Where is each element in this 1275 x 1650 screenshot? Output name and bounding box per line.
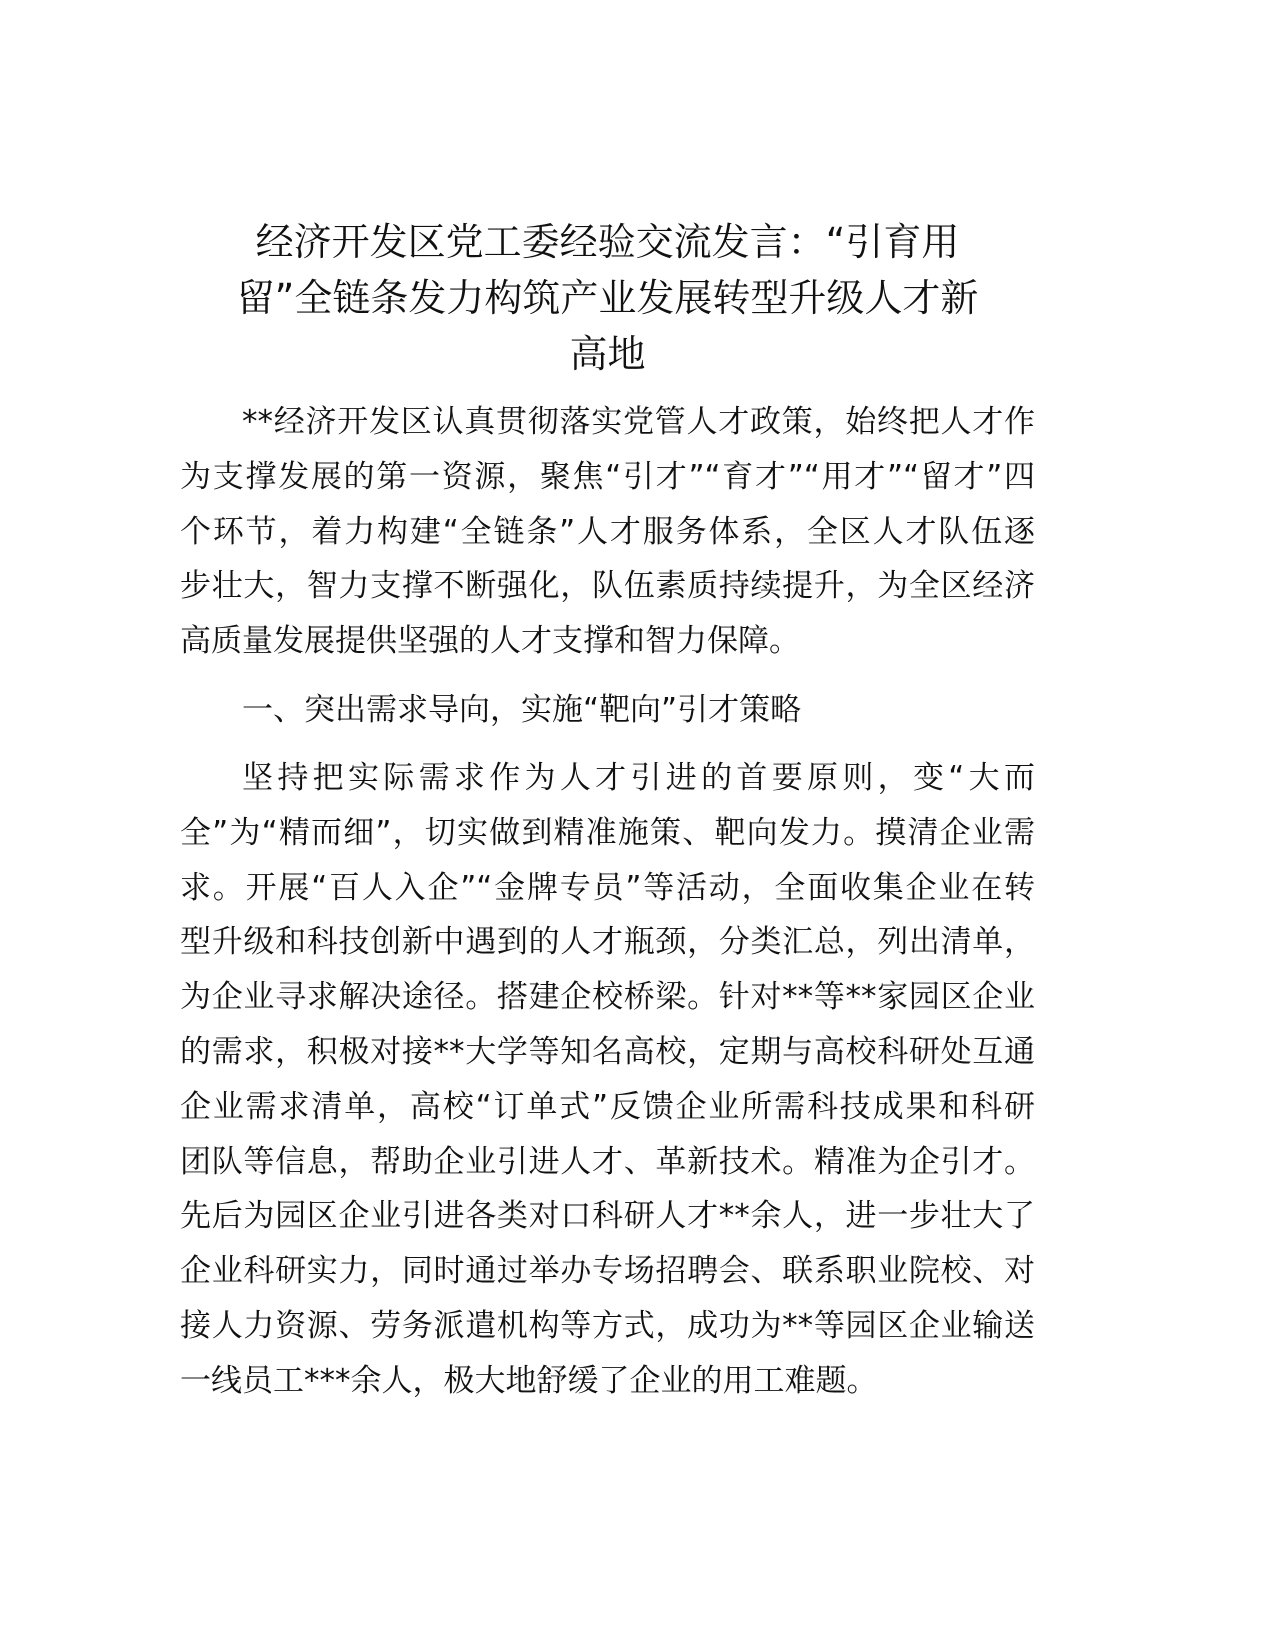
- text-line: 求。开展“百人入企”“金牌专员”等活动，全面收集企业在转: [180, 869, 1035, 906]
- document-title: [180, 214, 1035, 382]
- text-line: 坚持把实际需求作为人才引进的首要原则，变“大而: [242, 760, 1035, 796]
- text-line: 型升级和科技创新中遇到的人才瓶颈，分类汇总，列出清单，: [180, 924, 1035, 961]
- text-line: 的需求，积极对接**大学等知名高校，定期与高校科研处互通: [180, 1033, 1035, 1070]
- text-line: 全”为“精而细”，切实做到精准施策、靶向发力。摸清企业需: [180, 814, 1035, 851]
- text-line: **经济开发区认真贯彻落实党管人才政策，始终把人才作: [242, 404, 1035, 440]
- text-line: 团队等信息，帮助企业引进人才、革新技术。精准为企引才。: [180, 1143, 1035, 1180]
- text-line: 高质量发展提供坚强的人才支撑和智力保障。: [180, 623, 800, 660]
- text-line: 企业科研实力，同时通过举办专场招聘会、联系职业院校、对: [180, 1253, 1035, 1290]
- text-line: 为企业寻求解决途径。搭建企校桥梁。针对**等**家园区企业: [180, 979, 1035, 1016]
- section-heading-text: 一、突出需求导向，实施“靶向”引才策略: [242, 692, 802, 728]
- text-line: 先后为园区企业引进各类对口科研人才**余人，进一步壮大了: [180, 1198, 1035, 1235]
- text-line: 一线员工***余人，极大地舒缓了企业的用工难题。: [180, 1362, 878, 1399]
- text-line: 个环节，着力构建“全链条”人才服务体系，全区人才队伍逐: [180, 513, 1035, 550]
- title-line: 留”全链条发力构筑产业发展转型升级人才新: [236, 276, 979, 320]
- intro-paragraph: [180, 395, 1035, 669]
- section-paragraph: [180, 751, 1035, 1409]
- text-line: 为支撑发展的第一资源，聚焦“引才”“育才”“用才”“留才”四: [180, 458, 1035, 495]
- text-line: 步壮大，智力支撑不断强化，队伍素质持续提升，为全区经济: [180, 568, 1035, 605]
- title-line: 高地: [569, 332, 646, 376]
- text-line: 企业需求清单，高校“订单式”反馈企业所需科技成果和科研: [180, 1088, 1035, 1125]
- text-line: 接人力资源、劳务派遣机构等方式，成功为**等园区企业输送: [180, 1307, 1035, 1344]
- title-line: 经济开发区党工委经验交流发言：“引育用: [255, 220, 960, 264]
- section-heading: [180, 683, 1035, 738]
